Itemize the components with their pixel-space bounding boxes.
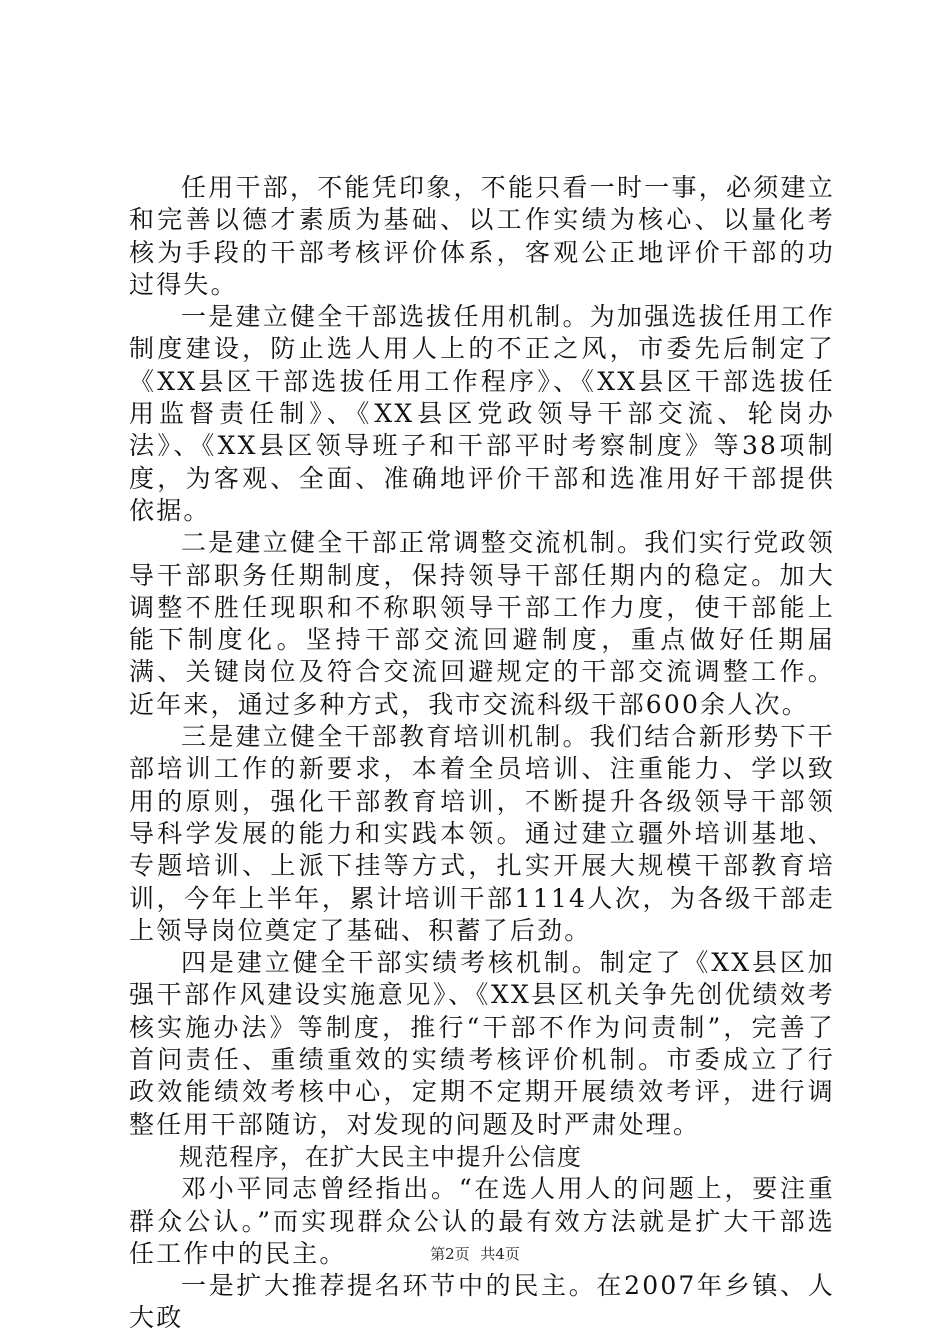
page-total: 共4页: [480, 1245, 520, 1263]
paragraph-nomination-democracy: 一是扩大推荐提名环节中的民主。在2007年乡镇、人大政: [129, 1271, 835, 1333]
paragraph-assessment-mechanism: 四是建立健全干部实绩考核机制。制定了《XX县区加强干部作风建设实施意见》、《XX县区机关争先创优绩效考核实施办法》等制度，推行“干部不作为问责制”，完善了首问责任、重绩重效的实绩考核评价机制。市委成立了行政效能绩效考核中心，定期不定期开展绩效考评，进行调整任用干部随访，对发现的问题及时严肃处理。: [129, 948, 835, 1139]
page-number: 第2页: [430, 1245, 470, 1263]
paragraph-intro: 任用干部，不能凭印象，不能只看一时一事，必须建立和完善以德才素质为基础、以工作实绩为核心、以量化考核为手段的干部考核评价体系，客观公正地评价干部的功过得失。: [129, 173, 835, 299]
paragraph-training-mechanism: 三是建立健全干部教育培训机制。我们结合新形势下干部培训工作的新要求，本着全员培训、注重能力、学以致用的原则，强化干部教育培训，不断提升各级领导干部领导科学发展的能力和实践本领。通过建立疆外培训基地、专题培训、上派下挂等方式，扎实开展大规模干部教育培训，今年上半年，累计培训干部1114人次，为各级干部走上领导岗位奠定了基础、积蓄了后劲。: [129, 722, 835, 945]
section-heading: 规范程序，在扩大民主中提升公信度: [179, 1142, 583, 1171]
paragraph-deng-quote: 邓小平同志曾经指出。“在选人用人的问题上，要注重群众公认。”而实现群众公认的最有效方法就是扩大干部选任工作中的民主。: [129, 1174, 835, 1268]
paragraph-exchange-mechanism: 二是建立健全干部正常调整交流机制。我们实行党政领导干部职务任期制度，保持领导干部任期内的稳定。加大调整不胜任现职和不称职领导干部工作力度，使干部能上能下制度化。坚持干部交流回避制度，重点做好任期届满、关键岗位及符合交流回避规定的干部交流调整工作。近年来，通过多种方式，我市交流科级干部600余人次。: [129, 528, 835, 719]
document-body: [129, 172, 835, 1335]
page-footer: [0, 1244, 950, 1264]
paragraph-selection-mechanism: 一是建立健全干部选拔任用机制。为加强选拔任用工作制度建设，防止选人用人上的不正之风，市委先后制定了《XX县区干部选拔任用工作程序》、《XX县区干部选拔任用监督责任制》、《XX县区党政领导干部交流、轮岗办法》、《XX县区领导班子和干部平时考察制度》等38项制度，为客观、全面、准确地评价干部和选准用好干部提供依据。: [129, 302, 835, 525]
